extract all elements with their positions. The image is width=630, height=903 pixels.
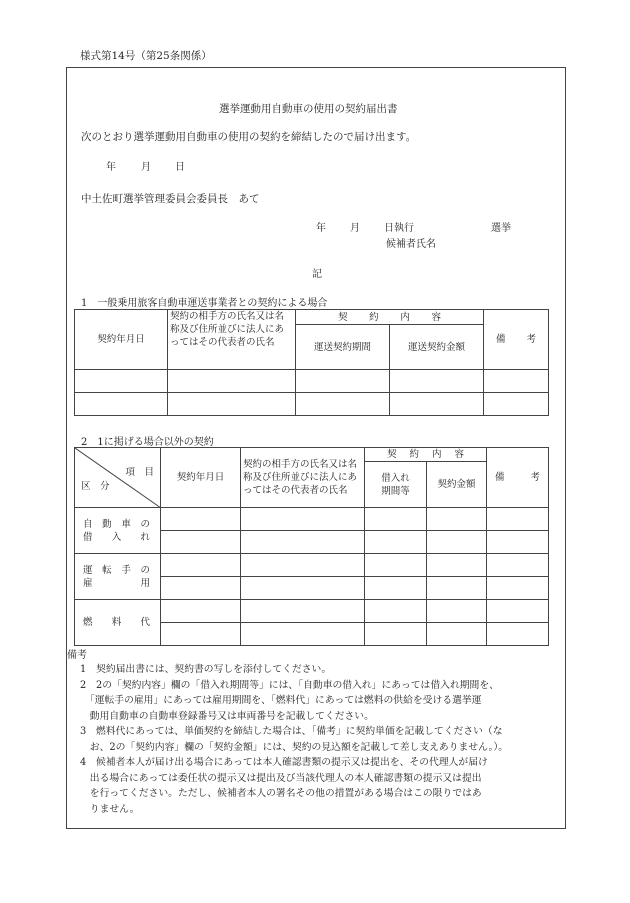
s2-header-party: 契約の相手方の氏名又は名称及び住所並びに法人にあってはその代表者の氏名 [241,448,365,508]
s2-cell[interactable] [365,554,427,577]
s1-cell[interactable] [390,393,484,416]
note-line: を行ってください。ただし、候補者本人の署名その他の措置がある場合はこの限りではあ [80,788,482,799]
s1-header-date: 契約年月日 [75,310,168,370]
date-year-label: 年 [106,162,116,173]
s2-cell[interactable] [241,577,365,600]
s2-cell[interactable] [365,508,427,531]
s2-cell[interactable] [241,554,365,577]
s2-cell[interactable] [241,600,365,623]
s1-cell[interactable] [484,393,549,416]
election-day-label: 日執行 [384,223,414,234]
notes-list [80,662,508,817]
s2-header-amount: 契約金額 [427,462,487,508]
s2-cell[interactable] [365,531,427,554]
s1-cell[interactable] [296,370,390,393]
s2-cell[interactable] [427,508,487,531]
s2-header-date: 契約年月日 [161,448,241,508]
s2-cell[interactable] [427,623,487,646]
s1-header-amount: 運送契約金額 [390,325,484,370]
s2-row-label-car: 自 動 車 の 借 入 れ [75,508,161,554]
s2-cell[interactable] [161,600,241,623]
s2-cell[interactable] [161,531,241,554]
s1-cell[interactable] [168,393,296,416]
table-row [75,370,549,393]
s2-diagonal-header [75,448,161,508]
note-line: 2 2の「契約内容」欄の「借入れ期間等」には、「自動車の借入れ」にあっては借入れ期間を、 [80,679,499,691]
election-year-label: 年 [316,223,326,234]
s1-cell[interactable] [484,370,549,393]
note-line: りません。 [80,803,140,815]
s2-cell[interactable] [161,508,241,531]
s2-cell[interactable] [487,554,549,577]
election-month-label: 月 [350,223,360,234]
s1-cell[interactable] [296,393,390,416]
intro-text: 次のとおり選挙運動用自動車の使用の契約を締結したので届け出ます。 [81,131,417,143]
s2-cell[interactable] [487,600,549,623]
s1-cell[interactable] [390,370,484,393]
ki-marker: 記 [312,269,322,280]
s2-row-label-fuel: 燃 料 代 [75,600,161,646]
table-row [75,393,549,416]
s1-header-remarks: 備 考 [484,310,549,370]
s2-diag-category-label: 区 分 [81,481,110,492]
s2-cell[interactable] [427,600,487,623]
s2-header-period: 借入れ期間等 [365,462,427,508]
s2-cell[interactable] [365,577,427,600]
s2-cell[interactable] [161,554,241,577]
candidate-name-label: 候補者氏名 [386,239,436,250]
s2-row-label-driver: 運 転 手 の 雇 用 [75,554,161,600]
note-line: 3 燃料代にあっては、単価契約を締結した場合は、「備考」に契約単価を記載してください（な [80,726,503,737]
date-day-label: 日 [175,162,185,173]
table-row [75,508,549,531]
s2-cell[interactable] [241,508,365,531]
s2-cell[interactable] [487,508,549,531]
table-row [75,600,549,623]
date-month-label: 月 [141,162,151,173]
s2-cell[interactable] [365,623,427,646]
note-line: 「運転手の雇用」にあっては雇用期間を、「燃料代」にあっては燃料の供給を受ける選挙運 [80,695,482,706]
section1-heading: 1 一般乗用旅客自動車運送事業者との契約による場合 [81,298,328,309]
note-line: 動用自動車の自動車登録番号又は車両番号を記載してください。 [80,710,374,722]
s2-cell[interactable] [487,623,549,646]
s1-cell[interactable] [168,370,296,393]
s2-cell[interactable] [427,531,487,554]
table-row [75,554,549,577]
s2-cell[interactable] [487,577,549,600]
note-line: 4 候補者本人が届け出る場合にあっては本人確認書類の提示又は提出を、その代理人が届け [80,757,488,768]
notes-heading: 備考 [67,650,87,661]
s2-cell[interactable] [427,554,487,577]
s2-header-remarks: 備 考 [487,448,549,508]
election-label: 選挙 [491,223,511,234]
s1-header-period: 運送契約期間 [296,325,390,370]
note-line: お、2の「契約内容」欄の「契約金額」には、契約の見込額を記載して差し支えありません。）。 [80,741,509,753]
document-title: 選挙運動用自動車の使用の契約届出書 [219,103,398,115]
addressee: 中土佐町選挙管理委員会委員長 あて [81,193,260,205]
s2-diag-item-label: 項 目 [125,467,154,478]
s2-cell[interactable] [241,531,365,554]
note-line: 出る場合にあっては委任状の提示又は提出及び当該代理人の本人確認書類の提示又は提出 [80,772,482,784]
s2-cell[interactable] [241,623,365,646]
section1-table [74,309,549,416]
s2-cell[interactable] [365,600,427,623]
s1-header-contents: 契 約 内 容 [296,310,484,325]
s1-cell[interactable] [75,370,168,393]
section2-table [74,447,549,646]
s1-header-party: 契約の相手方の氏名又は名称及び住所並びに法人にあってはその代表者の氏名 [168,310,296,370]
s2-cell[interactable] [427,577,487,600]
s2-cell[interactable] [161,623,241,646]
s2-cell[interactable] [487,531,549,554]
s2-cell[interactable] [161,577,241,600]
s1-cell[interactable] [75,393,168,416]
section2-heading: 2 1に掲げる場合以外の契約 [81,437,214,448]
form-number-label: 様式第14号（第25条関係） [80,50,212,62]
note-line: 1 契約届出書には、契約書の写しを添付してください。 [80,664,332,675]
s2-header-contents: 契 約 内 容 [365,448,487,462]
